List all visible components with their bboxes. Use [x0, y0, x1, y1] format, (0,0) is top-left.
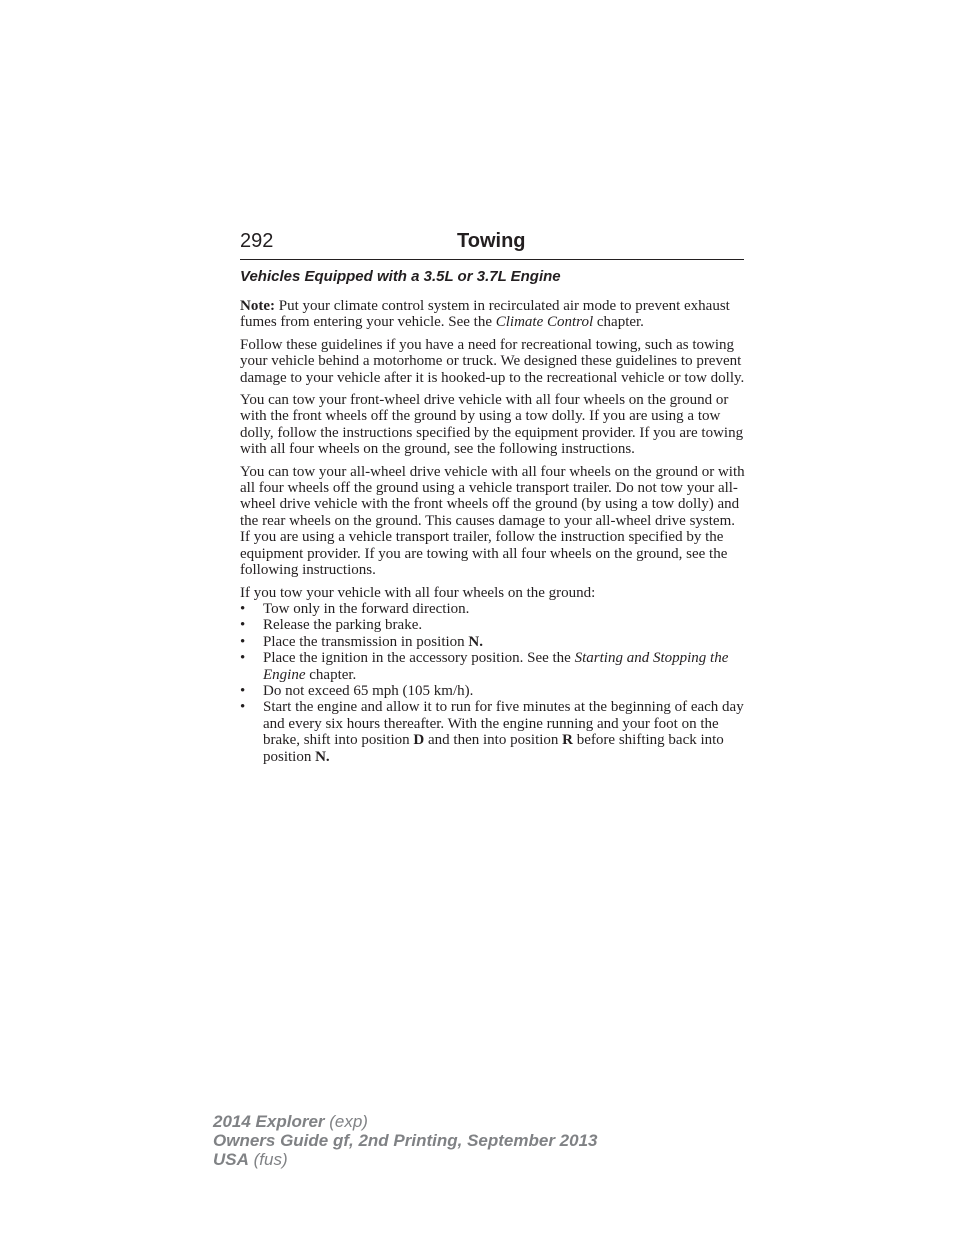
- list-item: • Place the ignition in the accessory position. See the Starting and Stopping the Engine chapter.: [240, 650, 729, 683]
- section-heading: Vehicles Equipped with a 3.5L or 3.7L Engine: [240, 268, 561, 285]
- list-item: • Start the engine and allow it to run for five minutes at the beginning of each day and every six hours thereafter. With the engine running and your foot on the brake, shift into position D and then into position R before shifting back into position N.: [240, 699, 744, 765]
- note-text: Put your climate control system in recirculated air mode to prevent exhaust fumes from entering your vehicle. See the: [240, 298, 730, 331]
- footer-guide-line: Owners Guide gf, 2nd Printing, September 2013: [213, 1131, 598, 1150]
- page-number: 292: [240, 230, 274, 252]
- climate-control-reference: Climate Control: [495, 314, 594, 331]
- bullet-icon: •: [240, 650, 246, 667]
- position-r: R: [562, 732, 574, 749]
- note-label: Note:: [240, 298, 275, 314]
- footer-market-line: USA (fus): [213, 1150, 288, 1169]
- paragraph-front-wheel-drive: You can tow your front-wheel drive vehicle with all four wheels on the ground or with the front wheels off the ground by using a tow dolly. If you are using a tow dolly, follow the instructions specified by the equipment provider. If you are towing with all four wheels on the ground, see the following instructions.: [240, 392, 744, 458]
- paragraph-all-wheel-drive: You can tow your all-wheel drive vehicle with all four wheels on the ground or with all four wheels off the ground using a vehicle transport trailer. Do not tow your all-wheel drive vehicle with the front wheels off the ground (by using a tow dolly) and the rear wheels on the ground. This causes damage to your all-wheel drive system. If you are using a vehicle transport trailer, follow the instruction specified by the equipment provider. If you are towing with all four wheels on the ground, see the following instructions.: [240, 463, 745, 579]
- paragraph-recreational-towing: Follow these guidelines if you have a need for recreational towing, such as towing your vehicle behind a motorhome or truck. We designed these guidelines to prevent damage to your vehicle after it is hooked-up to the recreational vehicle or tow dolly.: [240, 336, 745, 386]
- note-paragraph: [240, 298, 746, 331]
- starting-stopping-reference: Starting and Stopping the Engine: [263, 650, 729, 683]
- position-d: D: [413, 732, 425, 749]
- list-item: • Do not exceed 65 mph (105 km/h).: [240, 682, 474, 699]
- note-text-end: chapter.: [593, 314, 644, 331]
- chapter-title: Towing: [457, 230, 526, 252]
- page-content: [240, 267, 746, 765]
- towing-instructions-list: [240, 601, 746, 765]
- bullet-icon: •: [240, 682, 246, 699]
- bullet-icon: •: [240, 633, 246, 650]
- position-n: N.: [468, 633, 483, 650]
- page-header: [240, 229, 744, 260]
- bullet-icon: •: [240, 600, 246, 617]
- position-n: N.: [315, 748, 330, 765]
- footer-model-line: 2014 Explorer (exp): [213, 1112, 368, 1131]
- list-item: • Release the parking brake.: [240, 617, 423, 634]
- bullet-icon: •: [240, 617, 246, 634]
- list-item: • Tow only in the forward direction.: [240, 600, 470, 617]
- list-intro: If you tow your vehicle with all four wheels on the ground:: [240, 584, 596, 601]
- page-footer: [213, 1112, 597, 1169]
- bullet-icon: •: [240, 699, 246, 716]
- list-item: • Place the transmission in position N.: [240, 633, 483, 650]
